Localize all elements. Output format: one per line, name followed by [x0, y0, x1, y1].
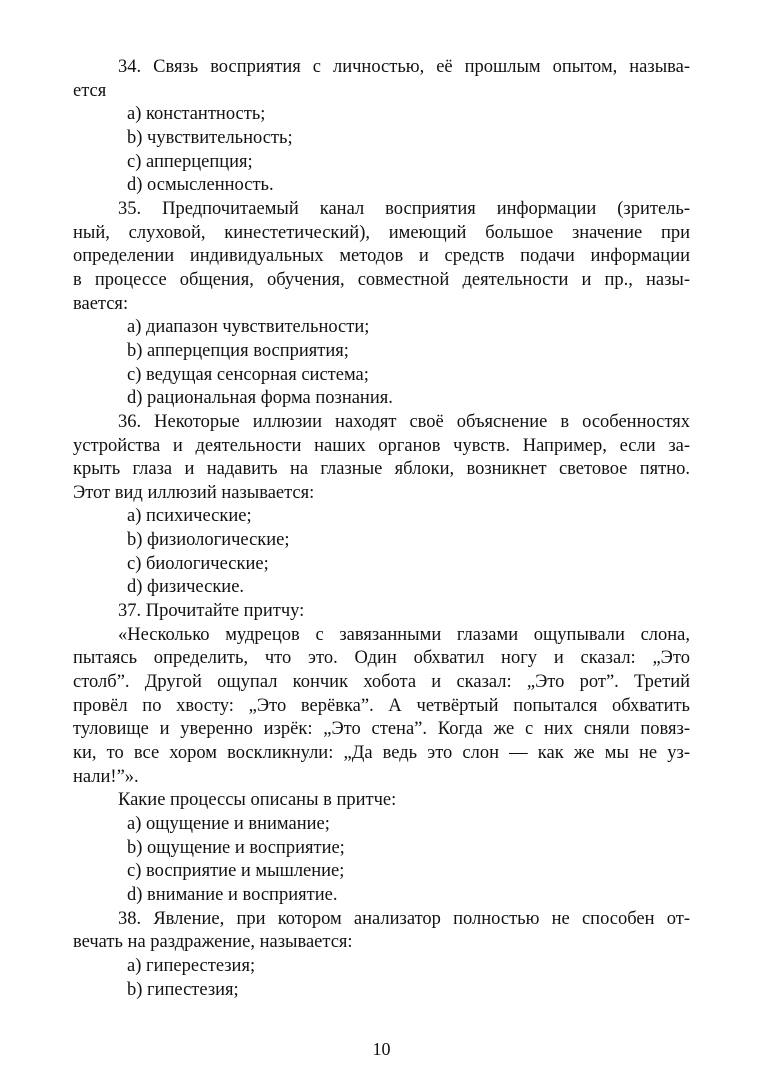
- answer-option: c) ведущая сенсорная система;: [127, 364, 369, 385]
- answer-option: d) физические.: [127, 577, 245, 598]
- question-text-line: вечать на раздражение, называется:: [73, 932, 353, 953]
- parable-line: столб”. Другой ощупал кончик хобота и сказал: „Это рот”. Третий: [73, 672, 690, 693]
- parable-line: нали!”».: [73, 766, 139, 787]
- question-text-line: 35. Предпочитаемый канал восприятия информации (зритель-: [118, 198, 690, 219]
- parable-line: ки, то все хором воскликнули: „Да ведь это слон — как же мы не уз-: [73, 743, 690, 764]
- answer-option: d) внимание и восприятие.: [127, 884, 338, 905]
- answer-option: a) гиперестезия;: [127, 955, 256, 976]
- parable-line: «Несколько мудрецов с завязанными глазами ощупывали слона,: [118, 624, 690, 645]
- answer-option: b) ощущение и восприятие;: [127, 837, 345, 858]
- question-text-line: определении индивидуальных методов и средств подачи информации: [73, 246, 690, 267]
- answer-option: b) чувствительность;: [127, 127, 293, 148]
- answer-option: c) апперцепция;: [127, 151, 253, 172]
- answer-option: a) ощущение и внимание;: [127, 814, 330, 834]
- question-text-line: устройства и деятельности наших органов чувств. Например, если за-: [73, 435, 690, 456]
- question-36: [73, 411, 690, 600]
- question-text-line: 34. Связь восприятия с личностью, её прошлым опытом, называ-: [118, 57, 690, 77]
- answer-option: d) рациональная форма познания.: [127, 388, 393, 409]
- answer-option: a) диапазон чувствительности;: [127, 317, 370, 338]
- answer-option: a) психические;: [127, 506, 252, 527]
- question-text-line: 36. Некоторые иллюзии находят своё объяснение в особенностях: [118, 411, 690, 432]
- question-text-line: вается:: [73, 293, 129, 314]
- question-text-line: ный, слуховой, кинестетический), имеющий большое значение при: [73, 222, 690, 243]
- question-37: [73, 600, 690, 908]
- question-text-line: Какие процессы описаны в притче:: [118, 790, 397, 811]
- page-number: 10: [372, 1039, 391, 1059]
- answer-option: a) константность;: [127, 104, 266, 125]
- question-35: [73, 198, 690, 411]
- question-text-line: ется: [73, 80, 107, 101]
- answer-option: c) биологические;: [127, 553, 269, 574]
- question-text-line: крыть глаза и надавить на глазные яблоки, возникнет световое пятно.: [73, 459, 690, 480]
- answer-option: b) физиологические;: [127, 530, 290, 551]
- question-text-line: 38. Явление, при котором анализатор полностью не способен от-: [118, 908, 690, 929]
- question-text-line: Этот вид иллюзий называется:: [73, 482, 315, 503]
- answer-option: b) гипестезия;: [127, 979, 239, 1000]
- question-text-line: 37. Прочитайте притчу:: [118, 601, 305, 622]
- parable-text: [73, 624, 690, 790]
- question-text-line: в процессе общения, обучения, совместной деятельности и пр., назы-: [73, 269, 690, 290]
- answer-option: c) восприятие и мышление;: [127, 861, 345, 882]
- answer-option: d) осмысленность.: [127, 175, 274, 196]
- answer-option: b) апперцепция восприятия;: [127, 340, 349, 361]
- parable-line: туловище и уверенно изрёк: „Это стена”. Когда же с них сняли повяз-: [73, 719, 690, 740]
- parable-line: провёл по хвосту: „Это верёвка”. А четвёртый попытался обхватить: [73, 695, 690, 716]
- page-body: [73, 56, 690, 1002]
- question-34: [73, 56, 690, 198]
- parable-line: пытаясь определить, что это. Один обхватил ногу и сказал: „Это: [73, 648, 690, 669]
- question-38: [73, 908, 690, 1003]
